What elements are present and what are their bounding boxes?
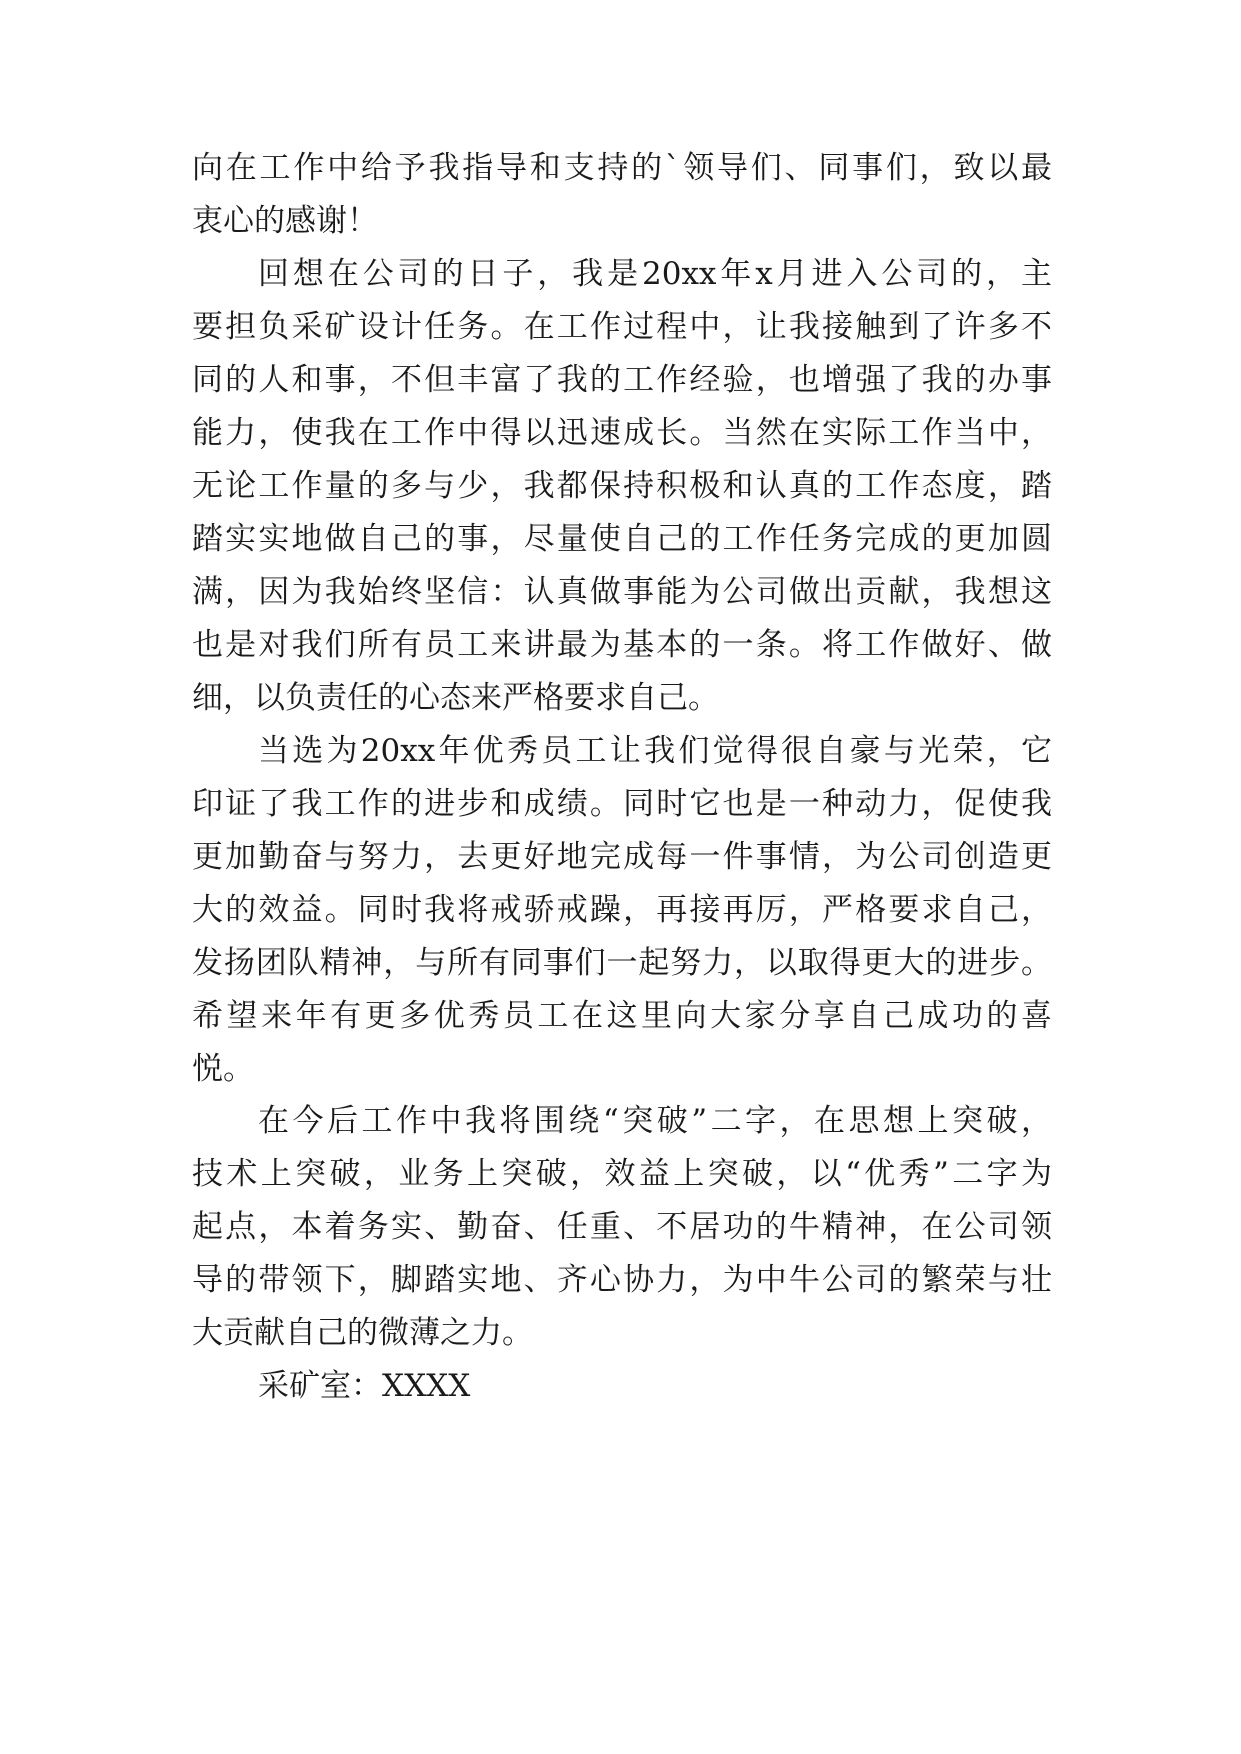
paragraph-4-line-5: 大贡献自己的微薄之力。: [192, 1315, 533, 1351]
paragraph-2-line-7: 满，因为我始终坚信：认真做事能为公司做出贡献，我想这: [192, 574, 1052, 610]
paragraph-1-line-1: 向在工作中给予我指导和支持的`领导们、同事们，致以最: [192, 150, 1052, 186]
paragraph-4-line-3: 起点，本着务实、勤奋、任重、不居功的牛精神，在公司领: [192, 1209, 1052, 1245]
signature: 采矿室：XXXX: [258, 1368, 471, 1404]
paragraph-3-line-1: 当选为20xx年优秀员工让我们觉得很自豪与光荣，它: [258, 733, 1052, 769]
paragraph-3-line-7: 悦。: [192, 1051, 254, 1087]
paragraph-2-line-4: 能力，使我在工作中得以迅速成长。当然在实际工作当中，: [192, 415, 1052, 451]
paragraph-4-line-2: 技术上突破，业务上突破，效益上突破，以“优秀”二字为: [192, 1156, 1052, 1192]
paragraph-4-line-1: 在今后工作中我将围绕“突破”二字，在思想上突破，: [258, 1103, 1052, 1139]
paragraph-2-line-8: 也是对我们所有员工来讲最为基本的一条。将工作做好、做: [192, 627, 1052, 663]
paragraph-3-line-5: 发扬团队精神，与所有同事们一起努力，以取得更大的进步。: [192, 945, 1052, 981]
paragraph-2-line-6: 踏实实地做自己的事，尽量使自己的工作任务完成的更加圆: [192, 521, 1052, 557]
paragraph-3-line-4: 大的效益。同时我将戒骄戒躁，再接再厉，严格要求自己，: [192, 892, 1052, 928]
paragraph-4-line-4: 导的带领下，脚踏实地、齐心协力，为中牛公司的繁荣与壮: [192, 1262, 1052, 1298]
paragraph-1-line-2: 衷心的感谢！: [192, 203, 378, 239]
paragraph-3-line-2: 印证了我工作的进步和成绩。同时它也是一种动力，促使我: [192, 786, 1052, 822]
paragraph-2-line-9: 细，以负责任的心态来严格要求自己。: [192, 680, 719, 716]
paragraph-2-line-5: 无论工作量的多与少，我都保持积极和认真的工作态度，踏: [192, 468, 1052, 504]
paragraph-2-line-1: 回想在公司的日子，我是20xx年x月进入公司的，主: [258, 256, 1052, 292]
paragraph-2-line-3: 同的人和事，不但丰富了我的工作经验，也增强了我的办事: [192, 362, 1052, 398]
paragraph-2-line-2: 要担负采矿设计任务。在工作过程中，让我接触到了许多不: [192, 309, 1052, 345]
paragraph-3-line-3: 更加勤奋与努力，去更好地完成每一件事情，为公司创造更: [192, 839, 1052, 875]
paragraph-3-line-6: 希望来年有更多优秀员工在这里向大家分享自己成功的喜: [192, 998, 1052, 1034]
